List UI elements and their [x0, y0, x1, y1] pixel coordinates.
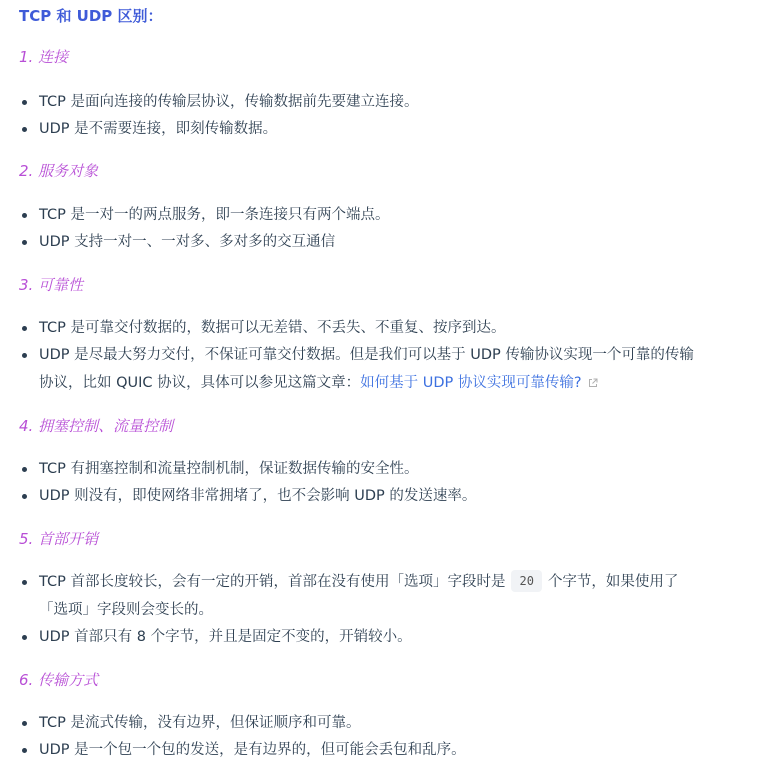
item-text-before-code: TCP 首部长度较长，会有一定的开销，首部在没有使用「选项」字段时是: [39, 574, 506, 590]
section-heading: 1. 连接: [19, 48, 69, 66]
item-text-continued: [39, 369, 598, 397]
item-text: TCP 是一对一的两点服务，即一条连接只有两个端点。: [39, 207, 390, 223]
item-text-line2: 协议，比如 QUIC 协议，具体可以参见这篇文章：: [39, 375, 361, 391]
item-text: UDP 首部只有 8 个字节，并且是固定不变的，开销较小。: [39, 629, 412, 645]
bullet-icon: [22, 353, 27, 358]
bullet-icon: [22, 748, 27, 753]
section-heading: 6. 传输方式: [19, 671, 99, 689]
item-text: UDP 则没有，即使网络非常拥堵了，也不会影响 UDP 的发送速率。: [39, 488, 477, 504]
bullet-icon: [22, 580, 27, 585]
item-text: UDP 是不需要连接，即刻传输数据。: [39, 121, 278, 137]
bullet-icon: [22, 240, 27, 245]
bullet-icon: [22, 494, 27, 499]
item-text: [39, 568, 678, 596]
section-heading: 3. 可靠性: [19, 276, 84, 294]
section-heading: 2. 服务对象: [19, 162, 99, 180]
section-heading: 4. 拥塞控制、流量控制: [19, 417, 174, 435]
item-text-line2: 「选项」字段则会变长的。: [39, 602, 213, 618]
bullet-icon: [22, 213, 27, 218]
bullet-icon: [22, 721, 27, 726]
item-text: TCP 有拥塞控制和流量控制机制，保证数据传输的安全性。: [39, 461, 419, 477]
article-title: TCP 和 UDP 区别：: [19, 7, 163, 25]
bullet-icon: [22, 100, 27, 105]
inline-code: 20: [511, 570, 541, 592]
item-text: UDP 是尽最大努力交付，不保证可靠交付数据。但是我们可以基于 UDP 传输协议实现一个可靠的传输: [39, 347, 694, 363]
bullet-icon: [22, 127, 27, 132]
item-text: UDP 支持一对一、一对多、多对多的交互通信: [39, 234, 336, 250]
quic-article-link[interactable]: 如何基于 UDP 协议实现可靠传输?: [360, 375, 582, 391]
bullet-icon: [22, 326, 27, 331]
external-link-icon: [588, 378, 598, 388]
item-text: TCP 是流式传输，没有边界，但保证顺序和可靠。: [39, 715, 361, 731]
bullet-icon: [22, 467, 27, 472]
item-text: TCP 是可靠交付数据的，数据可以无差错、不丢失、不重复、按序到达。: [39, 320, 506, 336]
item-text: UDP 是一个包一个包的发送，是有边界的，但可能会丢包和乱序。: [39, 742, 466, 758]
item-text: TCP 是面向连接的传输层协议，传输数据前先要建立连接。: [39, 94, 419, 110]
item-text-after-code: 个字节，如果使用了: [547, 574, 679, 590]
section-heading: 5. 首部开销: [19, 530, 99, 548]
bullet-icon: [22, 635, 27, 640]
